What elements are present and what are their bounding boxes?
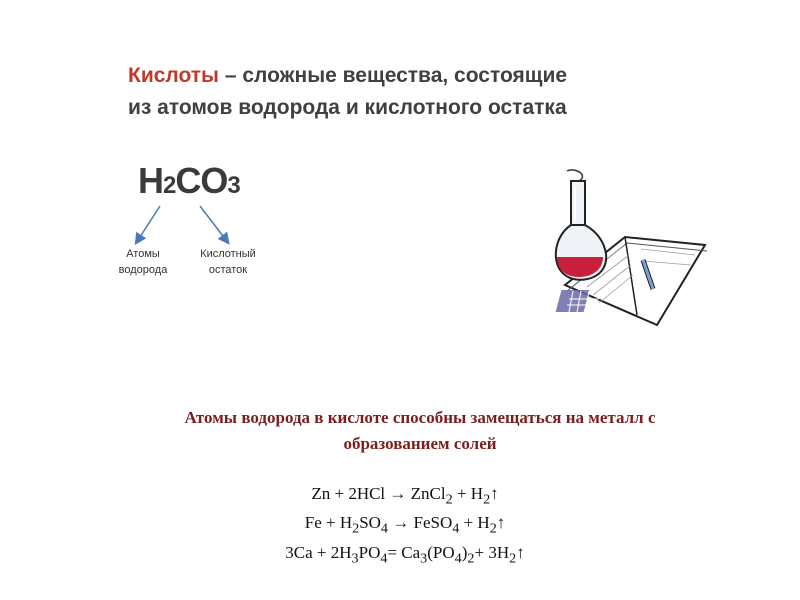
statement-line1: Атомы водорода в кислоте способны замещаться на металл с bbox=[184, 408, 656, 427]
flask-icon bbox=[556, 170, 606, 280]
formula-part-co: CO bbox=[175, 160, 228, 201]
label-acid-residue bbox=[188, 246, 268, 278]
label-hydrogen-atoms bbox=[108, 246, 178, 278]
formula-sub-2: 2 bbox=[163, 172, 176, 199]
reaction-equations bbox=[240, 482, 570, 570]
flask-and-notebook-illustration bbox=[545, 165, 715, 335]
equation-zn-hcl: Zn + 2HCl → ZnCl$_2$ + $H_2↑$ bbox=[311, 484, 499, 508]
label-residue-line1: Кислотный bbox=[200, 248, 256, 260]
arrow-to-hydrogen bbox=[138, 206, 160, 240]
label-hydrogen-line2: водорода bbox=[118, 264, 168, 276]
formula-arrows bbox=[110, 200, 270, 250]
equation-ca-h3po4: $3Ca + 2H_3PO_4= Ca_3(PO_4)_2+$ $3H_2↑$ bbox=[285, 542, 525, 567]
label-hydrogen-line1: Атомы bbox=[126, 248, 160, 260]
title-line2: из атомов водорода и кислотного остатка bbox=[128, 96, 567, 119]
formula-sub-3: 3 bbox=[227, 172, 240, 199]
substitution-statement bbox=[100, 405, 740, 457]
title-accent-word: Кислоты bbox=[128, 64, 219, 87]
formula-part-h: H bbox=[138, 160, 163, 201]
equation-fe-h2so4: $Fe + H_2SO_4$ → FeSO$_4$ + $H_2↑$ bbox=[304, 513, 506, 537]
title-line1-rest: – сложные вещества, состоящие bbox=[219, 64, 568, 87]
statement-line2: образованием солей bbox=[343, 434, 497, 453]
definition-title bbox=[128, 60, 648, 124]
arrow-to-residue bbox=[200, 206, 226, 240]
label-residue-line2: остаток bbox=[208, 264, 248, 276]
acid-formula bbox=[138, 160, 240, 202]
